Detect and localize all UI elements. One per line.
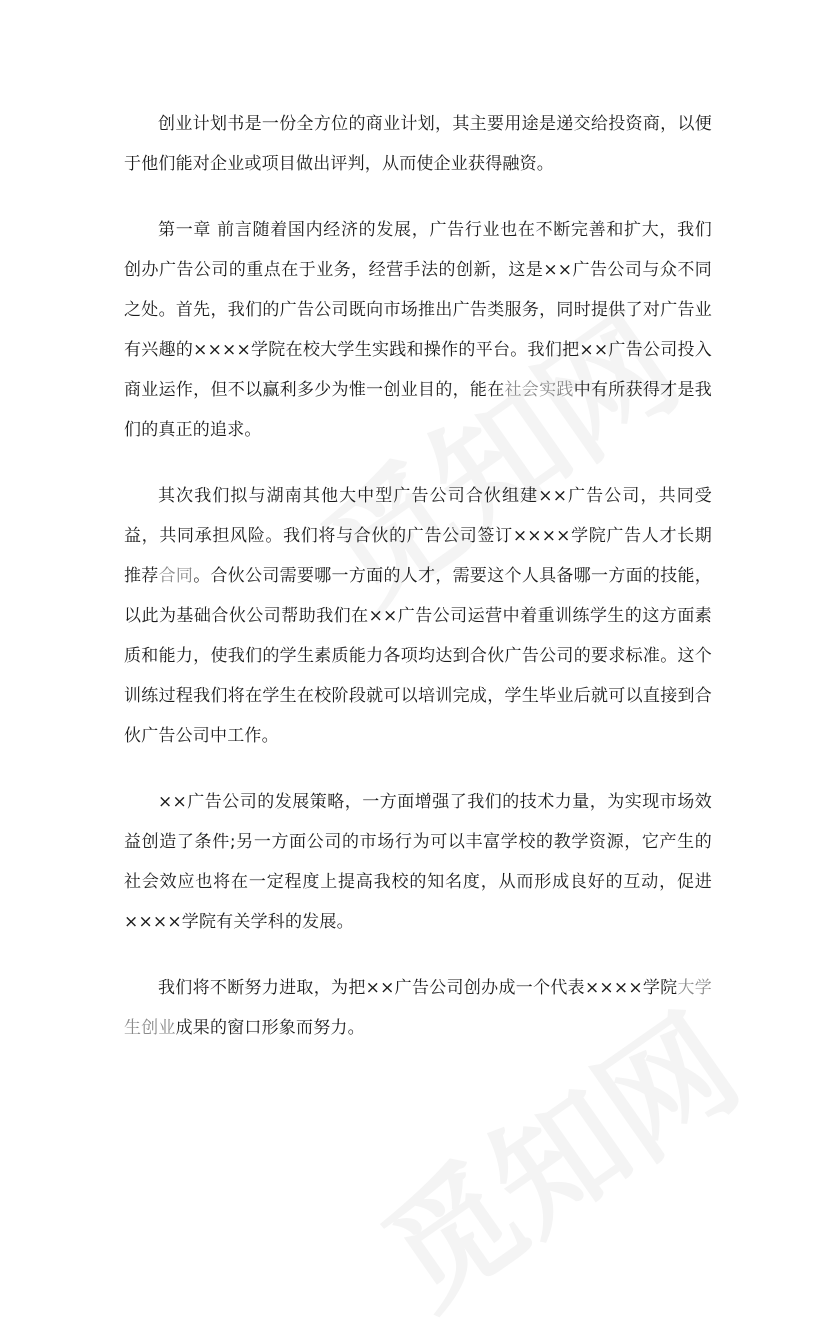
paragraph-text: 中有所获得才是我们的真正的追求。	[124, 380, 712, 440]
paragraph-partnership	[124, 476, 712, 756]
paragraph-text: 我们将不断努力进取，为把××广告公司创办成一个代表××××学院	[158, 978, 678, 998]
paragraph-text: ××广告公司的发展策略，一方面增强了我们的技术力量，为实现市场效益创造了条件;另一方面公司的市场行为可以丰富学校的教学资源，它产生的社会效应也将在一定程度上提高我校的知名度，从而形成良好的互动，促进××××学院有关学科的发展。	[124, 792, 712, 932]
link-contract[interactable]: 合同	[158, 566, 194, 586]
paragraph-intro	[124, 104, 712, 184]
link-student-entrepreneurship[interactable]: 大学生创业	[124, 978, 712, 1038]
paragraph-conclusion	[124, 968, 712, 1048]
paragraph-text: 。合伙公司需要哪一方面的人才，需要这个人具备哪一方面的技能，以此为基础合伙公司帮助我们在××广告公司运营中着重训练学生的这方面素质和能力，使我们的学生素质能力各项均达到合伙广告公司的要求标准。这个训练过程我们将在学生在校阶段就可以培训完成，学生毕业后就可以直接到合伙广告公司中工作。	[124, 566, 712, 746]
paragraph-strategy	[124, 782, 712, 942]
paragraph-text: 其次我们拟与湖南其他大中型广告公司合伙组建××广告公司，共同受益，共同承担风险。我们将与合伙的广告公司签订××××学院广告人才长期推荐	[124, 486, 712, 586]
document-body	[124, 104, 712, 1074]
paragraph-text: 第一章 前言随着国内经济的发展，广告行业也在不断完善和扩大，我们创办广告公司的重点在于业务，经营手法的创新，这是××广告公司与众不同之处。首先，我们的广告公司既向市场推出广告类服务，同时提供了对广告业有兴趣的××××学院在校大学生实践和操作的平台。我们把××广告公司投入商业运作，但不以赢利多少为惟一创业目的，能在	[124, 220, 712, 400]
link-social-practice[interactable]: 社会实践	[504, 380, 574, 400]
paragraph-text: 成果的窗口形象而努力。	[175, 1018, 365, 1038]
paragraph-chapter-one	[124, 210, 712, 450]
paragraph-text: 创业计划书是一份全方位的商业计划，其主要用途是递交给投资商，以便于他们能对企业或项目做出评判，从而使企业获得融资。	[124, 114, 712, 174]
